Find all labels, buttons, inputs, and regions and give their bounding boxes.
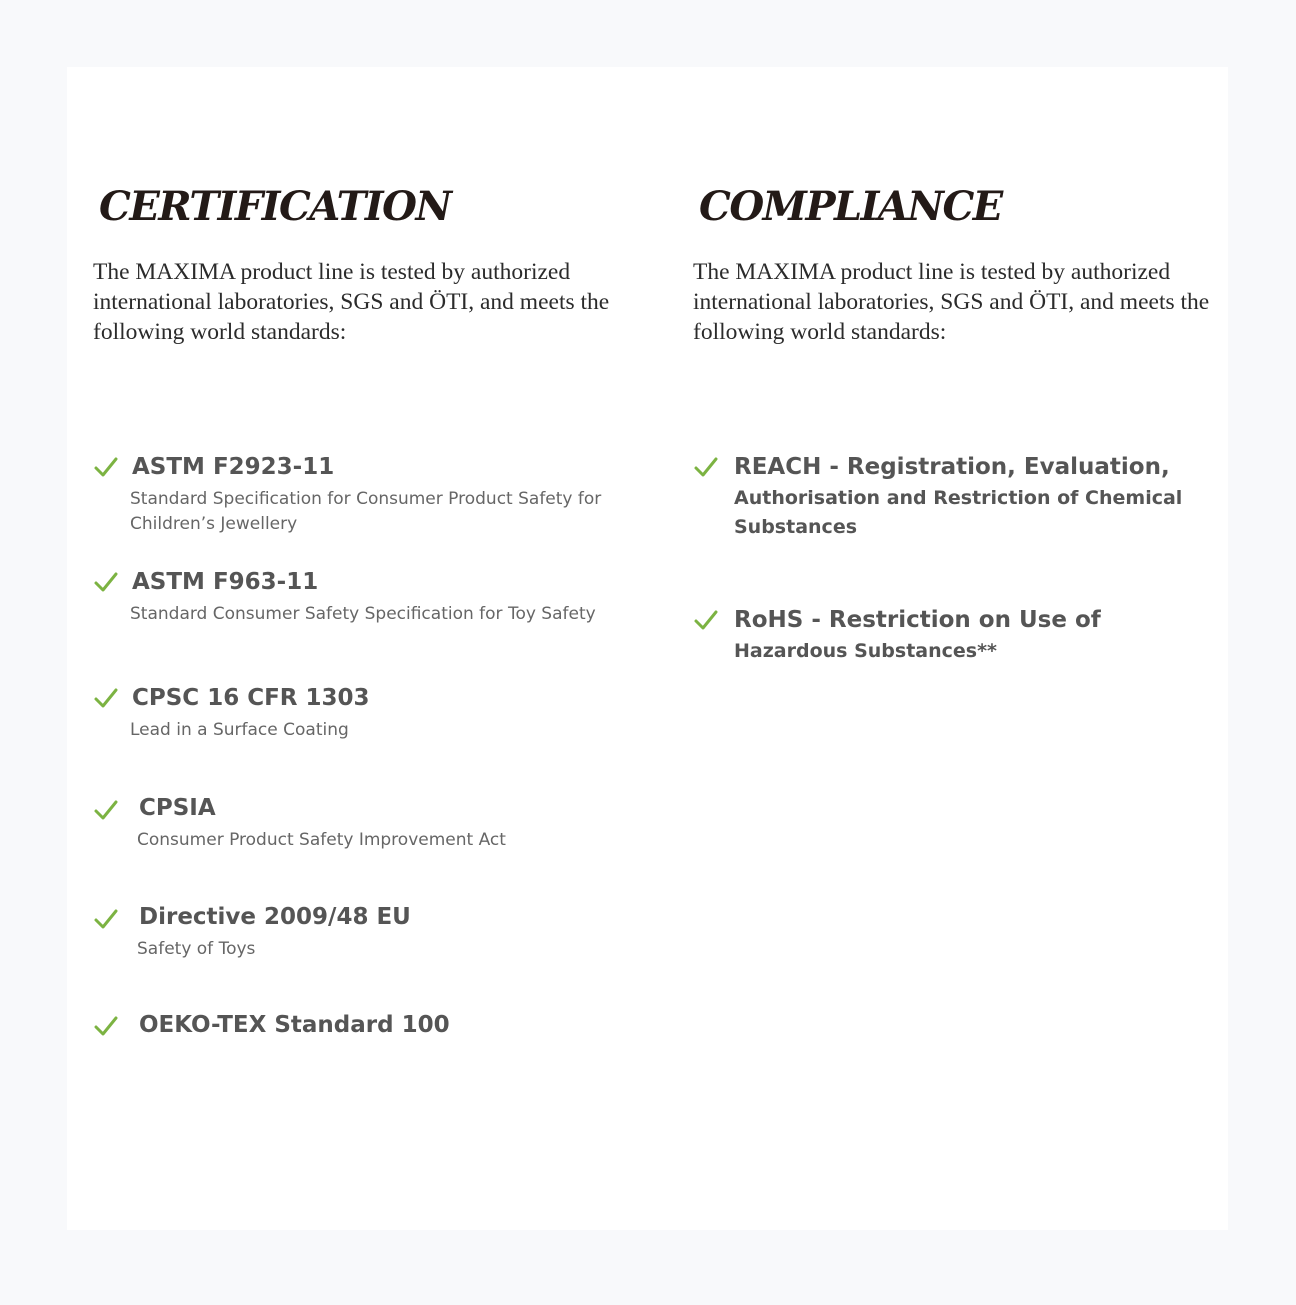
standard-title: Directive 2009/48 EU — [139, 904, 411, 930]
compliance-intro: The MAXIMA product line is tested by authorized international laboratories, SGS and ÖTI, and meets the following world standards: — [693, 259, 1210, 345]
standard-title: RoHS - Restriction on Use of — [734, 607, 1101, 633]
certification-heading: CERTIFICATION — [99, 183, 451, 230]
certification-intro: The MAXIMA product line is tested by authorized international laboratories, SGS and ÖTI, and meets the following world standards: — [93, 259, 610, 345]
check-icon — [93, 454, 119, 480]
standard-description: Safety of Toys — [137, 939, 256, 959]
check-icon — [93, 1013, 119, 1039]
standard-title: CPSIA — [139, 795, 216, 821]
standard-title: ASTM F2923-11 — [132, 454, 335, 480]
standard-title: CPSC 16 CFR 1303 — [132, 685, 370, 711]
standard-subtitle: Hazardous Substances** — [734, 640, 997, 662]
standard-description: Consumer Product Safety Improvement Act — [137, 830, 506, 850]
standard-description: Lead in a Surface Coating — [130, 720, 349, 740]
standard-subtitle: Authorisation and Restriction of Chemical Substances — [734, 487, 1183, 538]
standard-title: REACH - Registration, Evaluation, — [734, 454, 1170, 480]
check-icon — [693, 454, 719, 480]
standard-description: Standard Specification for Consumer Product Safety for Children’s Jewellery — [130, 489, 602, 534]
certification-card — [67, 67, 1228, 1230]
check-icon — [693, 607, 719, 633]
check-icon — [93, 685, 119, 711]
standard-description: Standard Consumer Safety Specification for Toy Safety — [130, 604, 596, 624]
check-icon — [93, 906, 119, 932]
compliance-heading: COMPLIANCE — [699, 183, 1002, 230]
check-icon — [93, 569, 119, 595]
standard-title: OEKO-TEX Standard 100 — [139, 1012, 450, 1038]
standard-title: ASTM F963-11 — [132, 569, 319, 595]
check-icon — [93, 797, 119, 823]
